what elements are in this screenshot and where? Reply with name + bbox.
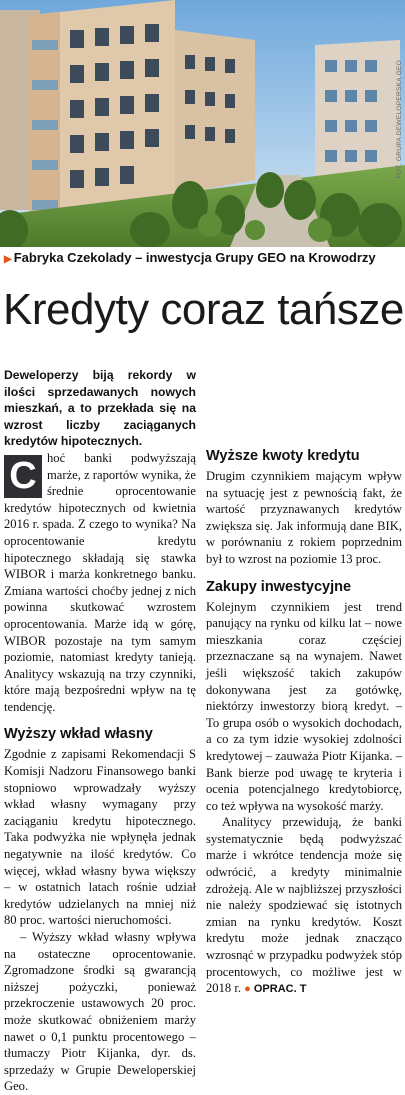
- article-column-left: [4, 367, 196, 1095]
- photo-caption-text: Fabryka Czekolady – inwestycja Grupy GEO na Krowodrzy: [13, 250, 376, 265]
- section-heading-investment-purchases: Zakupy inwestycyjne: [206, 578, 352, 595]
- section1-paragraph-1: Zgodnie z zapisami Rekomendacji S Komisji Nadzoru Finansowego banki stopniowo wprowadzały wyższy wkład własny wymagany przy zaciąganiu kredytu hipotecznego. Taka podwyżka nie wpłynęła jednak negatywnie na ilość kredytów. Co więcej, wkład własny bywa większy – w ostatnich latach rośnie udział kredytów udzielanych na mniej niż 80 proc. wartości nieruchomości.: [4, 747, 196, 928]
- section1-paragraph-2: – Wyższy wkład własny wpływa na ostateczne oprocentowanie. Zgromadzone środki są gwarancją niższej pożyczki, ponieważ przekroczenie ustawowych 20 proc. może skutkować obniżeniem marży nawet o 0,1 punktu procentowego – tłumaczy Piotr Kijanka, dyr. ds. sprzedaży w Grupie Deweloperskiej Geo.: [4, 930, 196, 1094]
- drop-cap: C: [4, 455, 42, 498]
- section3-paragraph-1: Kolejnym czynnikiem jest trend panujący na rynku od kilku lat – nowe mieszkania coraz częściej przeznaczane są na wynajem. Nawet jeśli większość takich zakupów dokonywana jest za gotówkę, niektórzy inwestorzy biorą kredyt. – To grupa osób o wysokich dochodach, a co za tym idzie wysokiej zdolności kredytowej – zauważa Piotr Kijanka. – Bank bierze pod uwagę te kryteria i ocenia potencjalnego kredytobiorcę, co też wpływa na wysokość marży.: [206, 599, 402, 813]
- article-column-right: [206, 367, 402, 998]
- section3-paragraph-2: [206, 814, 402, 998]
- housing-estate-image: [0, 0, 405, 247]
- article-paragraph-intro: [4, 450, 196, 716]
- photo-credit: FOT. GRUPA DEWELOPERSKA GEO: [396, 60, 403, 179]
- section-heading-higher-amounts: Wyższe kwoty kredytu: [206, 448, 360, 464]
- section3-paragraph-2-text: Analitycy przewidują, że banki systematycznie będą podwyższać marże i wkrótce tendencja może się odwrócić, a kredyty minimalnie zdrożeją. Ale w najbliższej przyszłości nie należy spodziewać się istotnych zmian na rynku kredytów. Koszt kredytu może jednak znacząco wzrosnąć w przypadku podwyżek stóp procentowych, co możliwe jest w 2018 r.: [206, 815, 402, 996]
- author-signature: [244, 983, 306, 995]
- section2-paragraph-1: Drugim czynnikiem mającym wpływ na sytuację jest z pewnością fakt, że wartość przyznawanych kredytów zwiększa się. Jak informują dane BIK, w porównaniu z rokiem poprzednim był to wzrost na poziomie 13 proc.: [206, 469, 402, 566]
- photo-caption: [4, 250, 404, 265]
- triangle-bullet-icon: ▶: [4, 254, 12, 265]
- article-lead: Deweloperzy biją rekordy w ilości sprzedawanych nowych mieszkań, a to przekłada się na wzrost liczby zaciąganych kredytów hipotecznych.: [4, 368, 196, 449]
- article-headline: Kredyty coraz tańsze: [3, 285, 404, 334]
- intro-text: hoć banki podwyższają marże, z raportów wynika, że średnie oprocentowanie kredytów hipotecznych od kwietnia 2016 r. spada. Z czego to wynika? Na oprocentowanie kredytu hipotecznego składają się stawka WIBOR i marża konkretnego banku. Zmiana wartości choćby jednej z nich powinna skutkować wzrostem oprocentowania. Marże idą w górę, WIBOR pozostaje na tym samym poziomie, natomiast kredyty tanieją. Analitycy wskazują na trzy czynniki, które mają bezpośredni wpływ na tę tendencję.: [4, 450, 196, 714]
- section-heading-own-contribution: Wyższy wkład własny: [4, 726, 153, 743]
- bullet-dot-icon: ●: [244, 983, 251, 996]
- author-signature-text: OPRAC. T: [253, 983, 307, 996]
- article-photo: [0, 0, 405, 247]
